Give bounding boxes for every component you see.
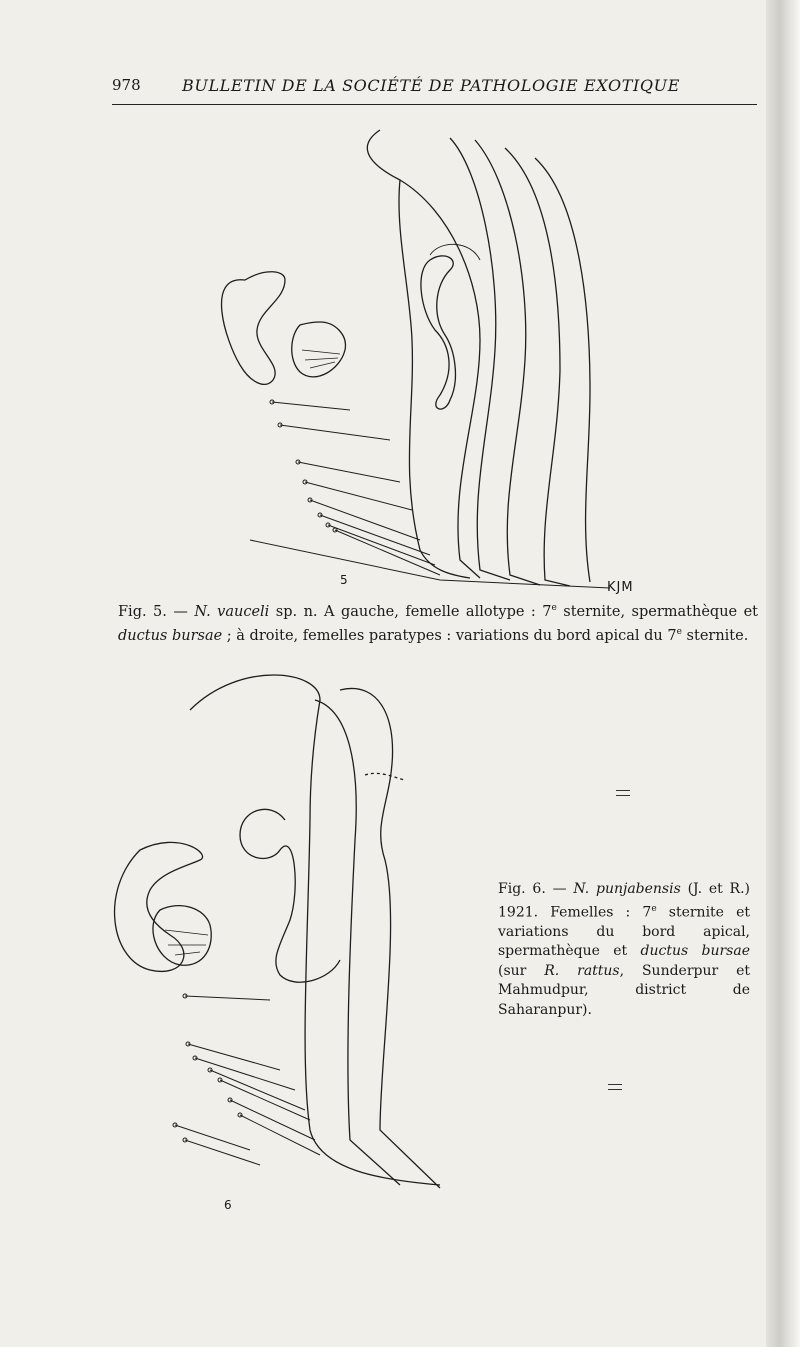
running-title: BULLETIN DE LA SOCIÉTÉ DE PATHOLOGIE EXOTIQUE [182, 76, 680, 95]
fig6-setae [173, 994, 320, 1165]
caption6-sup-1: e [651, 903, 657, 914]
fig6-spermatheca [115, 842, 212, 971]
caption6-text-2: sternite et variations du bord apical, spermathèque et [498, 904, 750, 960]
caption6-host: R. rattus [544, 962, 620, 979]
figure-5-illustration [150, 110, 670, 600]
margin-mark-1 [616, 790, 630, 791]
fig6-sternite [190, 675, 440, 1188]
page-number: 978 [112, 76, 141, 94]
caption5-text-2: sternite, spermathèque et [556, 603, 758, 620]
figure-5-caption [118, 598, 758, 646]
caption5-text-end: sternite. [681, 627, 749, 644]
caption5-sup-2: e [676, 626, 682, 637]
margin-mark-2b [608, 1089, 622, 1090]
fig5-setae [270, 400, 440, 575]
caption6-text-1: (J. et R.) 1921. Femelles : 7 [498, 881, 750, 921]
caption6-text-end: , Sunderpur et Mahmudpur, district de Saharanpur). [498, 962, 750, 1018]
page-edge-shadow [766, 0, 800, 1347]
artist-monogram: KJM [607, 580, 634, 595]
caption5-text-1: sp. n. A gauche, femelle allotype : 7 [269, 603, 552, 620]
fig5-sternite [250, 130, 610, 588]
margin-mark-2 [608, 1084, 622, 1085]
figure-6-number: 6 [224, 1198, 232, 1212]
caption5-text-3: ; à droite, femelles paratypes : variations du bord apical du 7 [222, 627, 677, 644]
caption5-species: N. vauceli [194, 603, 270, 620]
caption6-text-3: (sur [498, 962, 545, 979]
figure-5-number: 5 [340, 573, 348, 587]
figure-6-caption [498, 880, 750, 1020]
caption6-species: N. punjabensis [573, 881, 681, 897]
caption5-prefix: Fig. 5. — [118, 603, 195, 620]
caption5-sup-1: e [551, 603, 557, 613]
figure-6-illustration [100, 660, 460, 1220]
page-header [112, 74, 757, 105]
caption6-prefix: Fig. 6. — [498, 881, 574, 897]
caption5-ductus: ductus bursae [118, 627, 223, 644]
fig5-spermatheca [222, 272, 346, 385]
margin-mark-1b [616, 795, 630, 796]
caption6-ductus: ductus bursae [640, 943, 751, 960]
